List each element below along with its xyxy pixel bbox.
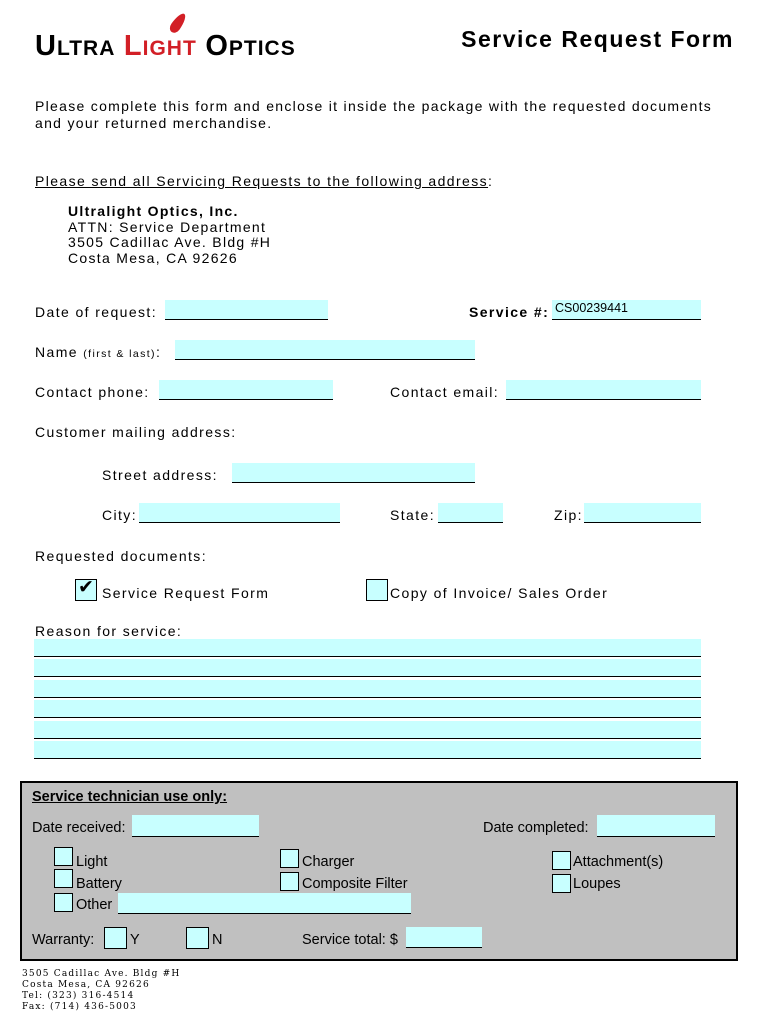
logo-letter: U [35,30,57,62]
contact-email-field[interactable] [506,380,701,400]
logo-word-ultra: LTRA [56,37,116,60]
attachments-checkbox[interactable] [552,851,571,870]
address-company: Ultralight Optics, Inc. [68,203,239,219]
date-of-request-field[interactable] [165,300,328,320]
page-title: Service Request Form [461,26,734,52]
attachments-label: Attachment(s) [573,854,664,870]
other-field[interactable] [118,893,411,914]
state-field[interactable] [438,503,503,523]
other-label: Other [76,897,113,913]
footer-city: Costa Mesa, CA 92626 [22,980,150,990]
zip-field[interactable] [584,503,701,523]
requested-documents-label: Requested documents: [35,548,207,564]
footer-fax: Fax: (714) 436-5003 [22,1002,137,1012]
state-label: State: [390,507,435,523]
logo-word-optics: PTICS [228,37,296,60]
composite-filter-checkbox[interactable] [280,872,299,891]
name-hint: (first & last) [83,348,156,360]
reason-for-service-label: Reason for service: [35,623,183,639]
light-checkbox[interactable] [54,847,73,866]
street-address-field[interactable] [232,463,475,483]
contact-email-label: Contact email: [390,384,500,400]
warranty-yes-checkbox[interactable] [104,927,127,949]
address-attn: ATTN: Service Department [68,218,267,235]
reason-line-3[interactable] [34,680,701,698]
copy-of-invoice-checkbox[interactable] [366,579,388,601]
copy-of-invoice-option: Copy of Invoice/ Sales Order [390,585,609,601]
service-number-value: CS00239441 [555,301,628,315]
name-field[interactable] [175,340,475,360]
mailing-address-label: Customer mailing address: [35,424,237,440]
logo-letter: L [123,30,143,62]
city-field[interactable] [139,503,340,523]
logo-letter: O [205,30,229,62]
service-request-form-option: Service Request Form [102,585,270,601]
city-label: City: [102,507,137,523]
warranty-yes-label: Y [130,932,140,948]
date-completed-field[interactable] [597,815,715,837]
service-number-label: Service #: [469,304,550,320]
date-received-label: Date received: [32,820,126,836]
address-city: Costa Mesa, CA 92626 [68,249,238,266]
address-street: 3505 Cadillac Ave. Bldg #H [68,234,272,250]
warranty-no-checkbox[interactable] [186,927,209,949]
footer-street: 3505 Cadillac Ave. Bldg #H [22,969,181,979]
zip-label: Zip: [554,507,583,523]
send-heading-text: Please send all Servicing Requests to the following address [35,173,489,189]
name-label [35,344,161,360]
checkmark-icon: ✔ [78,577,94,598]
street-address-label: Street address: [102,467,218,483]
battery-label: Battery [76,876,122,892]
reason-line-5[interactable] [34,721,701,739]
date-of-request-label: Date of request: [35,304,158,320]
name-label-text: Name [35,344,78,360]
footer-tel: Tel: (323) 316-4514 [22,991,135,1001]
technician-panel [20,781,738,961]
light-label: Light [76,854,108,870]
battery-checkbox[interactable] [54,869,73,888]
mailing-address-block [68,204,271,266]
reason-line-4[interactable] [34,700,701,718]
intro-text: Please complete this form and enclose it inside the package with the requested documents and your returned merchandise. [35,98,713,131]
service-number-field[interactable] [552,300,701,320]
service-total-field[interactable] [406,927,482,948]
send-heading-colon: : [488,173,494,189]
service-request-form-checkbox[interactable] [75,579,97,601]
date-received-field[interactable] [132,815,259,837]
charger-checkbox[interactable] [280,849,299,868]
warranty-no-label: N [212,932,223,948]
composite-filter-label: Composite Filter [302,876,408,892]
logo-word-light: IGHT [142,37,197,60]
contact-phone-field[interactable] [159,380,333,400]
loupes-label: Loupes [573,876,621,892]
loupes-checkbox[interactable] [552,874,571,893]
charger-label: Charger [302,854,355,870]
footer-address [22,969,180,1013]
reason-line-2[interactable] [34,659,701,677]
service-total-label: Service total: $ [302,932,398,948]
technician-heading: Service technician use only: [32,789,228,805]
reason-line-1[interactable] [34,639,701,657]
contact-phone-label: Contact phone: [35,384,150,400]
date-completed-label: Date completed: [483,820,589,836]
warranty-label: Warranty: [32,932,95,948]
send-heading [35,173,493,189]
company-logo [35,30,296,63]
other-checkbox[interactable] [54,893,73,912]
reason-line-6[interactable] [34,741,701,759]
name-colon: : [155,344,162,360]
